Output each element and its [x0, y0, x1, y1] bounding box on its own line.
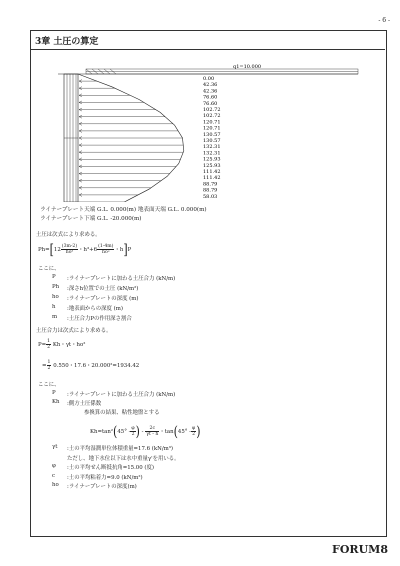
pressure-value: 111.42: [203, 175, 221, 182]
load-label: q1=10.000: [233, 64, 262, 70]
pressure-value: 76.60: [203, 100, 218, 107]
definition-symbol: Ph: [52, 284, 60, 290]
top-caption: ライナープレート天端 G.L. 0.000(m) 地表面天端 G.L. 0.000(m): [40, 207, 207, 213]
pressure-value: 88.79: [203, 181, 218, 188]
definition-symbol: Kh: [52, 399, 60, 405]
pressure-value: 132.31: [203, 144, 221, 151]
pressure-diagram: [78, 74, 184, 202]
definition-text: :ライナープレートの深度 (m): [67, 296, 139, 302]
pressure-value: 120.71: [203, 119, 221, 126]
definition-symbol: P: [52, 390, 56, 396]
page-number: - 6 -: [378, 17, 390, 24]
definition-text: ただし、地下水位以下は水中重量γ'を用いる。: [67, 455, 180, 462]
pressure-value: 120.71: [203, 125, 221, 132]
pressure-value: 0.00: [203, 76, 215, 82]
definition-text: :地表面からの深度 (m): [67, 306, 123, 312]
p-formula: P= $\frac{1}{2}$ Kh・γt・ho²: [38, 339, 86, 350]
pressure-value: 111.42: [203, 169, 221, 175]
pressure-value: 42.36: [203, 82, 218, 89]
definition-text: :ライナープレートに加わる土圧合力 (kN/m): [67, 276, 176, 282]
pressure-value: 132.31: [203, 150, 221, 157]
pressure-value: 102.72: [203, 113, 221, 120]
definition-symbol: P: [52, 274, 56, 280]
definition-text: :ライナープレートに加わる土圧合力 (kN/m): [67, 392, 176, 398]
definition-symbol: ho: [52, 294, 59, 300]
chapter-title: 3章 土圧の算定: [35, 37, 99, 47]
definition-text: :土の平均粘着力=9.0 (kN/m²): [67, 474, 143, 481]
definition-text: :土の平均湿潤単位体積重量=17.6 (kN/m³): [67, 446, 174, 452]
definition-symbol: φ: [52, 463, 56, 469]
kh-formula: Kh=tan²(45° - $\frac{\varphi}{2}$ ) - $\frac{2c}{\gamma t・h}$ ・tan(45° - $\frac{\varphi}{2}$ ): [90, 423, 201, 440]
pressure-value: 125.93: [203, 162, 221, 169]
definition-text: :深さh位置での土圧 (kN/m²): [67, 286, 139, 292]
earth-pressure-diagram: [58, 62, 368, 202]
pressure-value: 125.93: [203, 156, 221, 163]
where-label-1: ここに、: [38, 266, 60, 272]
pressure-value: 88.79: [203, 187, 218, 194]
definition-symbol: c: [52, 472, 56, 479]
pressure-value: 58.03: [203, 193, 218, 200]
pressure-value: 76.60: [203, 94, 218, 101]
section1-intro: 土圧は次式により求める。: [36, 232, 101, 238]
pressure-value: 130.57: [203, 131, 221, 138]
p-result: = $\frac{1}{2}$ 0.550・17.6・20.000²=1934.42: [42, 360, 140, 371]
definition-text: :土圧合力Pの作用深さ割合: [67, 316, 132, 322]
pressure-value: 42.36: [203, 88, 218, 95]
ph-formula: Ph=[12 $\frac{(3m-2)}{\text{hoᶟ}}$ ・h³+6 $\frac{(1-4m)}{\text{ho²}}$ ・h]P: [38, 241, 132, 258]
definition-text: :ライナープレートの深度(m): [67, 484, 137, 490]
bottom-caption: ライナープレート下端 G.L. -20.000(m): [40, 216, 142, 222]
definition-symbol: γt: [52, 444, 58, 450]
pressure-labels: [203, 76, 221, 200]
kh-note: 参換算の結果、粘性地盤とする: [84, 410, 160, 416]
definition-symbol: ho: [52, 482, 59, 488]
where-label-2: ここに、: [38, 382, 60, 388]
footer-brand: FORUM8: [332, 543, 388, 556]
definition-text: :側方土圧係数: [67, 401, 102, 407]
title-divider: [30, 49, 385, 50]
definition-symbol: m: [52, 314, 58, 320]
definition-text: :土の平均せん断抵抗角=15.00 (度): [67, 465, 154, 471]
pressure-value: 130.57: [203, 138, 221, 144]
surcharge-load: [86, 69, 358, 74]
pressure-value: 102.72: [203, 107, 221, 113]
definition-symbol: h: [52, 304, 56, 310]
section2-intro: 土圧合力は次式により求める。: [36, 328, 112, 334]
